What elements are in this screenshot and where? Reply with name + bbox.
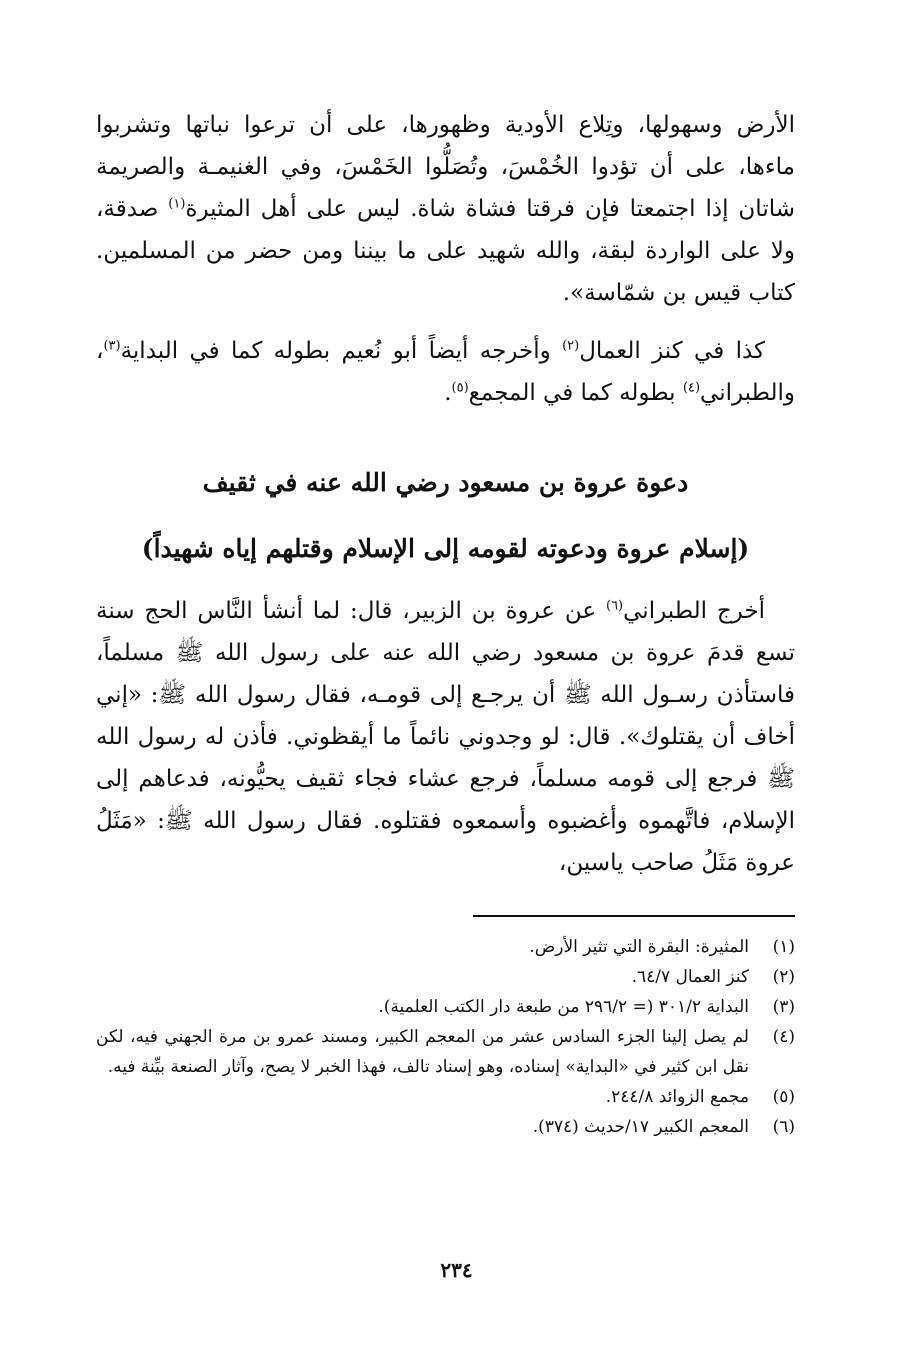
footnote-text: المعجم الكبير ١٧/حديث (٣٧٤). bbox=[532, 1117, 749, 1137]
footnote-ref-3: (٣) bbox=[103, 338, 121, 354]
footnote-number: (٣) bbox=[772, 997, 795, 1017]
paragraph-1 bbox=[96, 104, 795, 314]
footnote-number: (٦) bbox=[772, 1117, 795, 1137]
paragraph-1-text: الأرض وسهولها، وتِلاع الأودية وظهورها، على أن ترعوا نباتها وتشربوا ماءها، على أن تؤدوا الخُمْسَ، وتُصَلُّوا الخَمْسَ، وفي الغنيمـة والصريمة شاتان إذا اجتمعتا فإن فرقتا فشاة شاة. ليس على أهل المثيرة bbox=[96, 112, 795, 222]
page-body bbox=[96, 104, 795, 876]
footnote-text: المثيرة: البقرة التي تثير الأرض. bbox=[529, 937, 749, 957]
footnote-item bbox=[96, 1022, 795, 1082]
footnote-item bbox=[96, 992, 795, 1022]
footnote-item bbox=[96, 932, 795, 962]
footnote-divider bbox=[473, 915, 795, 917]
footnote-number: (٢) bbox=[772, 967, 795, 987]
paragraph-3 bbox=[96, 590, 795, 884]
page-number: ٢٣٤ bbox=[440, 1258, 473, 1282]
footnote-item bbox=[96, 962, 795, 992]
footnote-ref-5: (٥) bbox=[451, 380, 469, 396]
footnote-ref-4: (٤) bbox=[682, 380, 701, 396]
footnote-item bbox=[96, 1112, 795, 1142]
footnote-ref-6: (٦) bbox=[605, 598, 624, 614]
footnote-item bbox=[96, 1082, 795, 1112]
paragraph-2-part-d: بطوله كما في المجمع bbox=[468, 380, 683, 406]
footnote-number: (١) bbox=[772, 937, 795, 957]
footnote-text: لم يصل إلينا الجزء السادس عشر من المعجم الكبير، ومسند عمرو بن مرة الجهني فيه، لكن نقل ابن كثير في «البداية» إسناده، وهو إسناد تالف، فهذا الخبر لا يصح، وآثار الصنعة بيِّنة فيه. bbox=[96, 1027, 749, 1077]
paragraph-2-part-a: كذا في كنز العمال bbox=[579, 338, 765, 364]
footnote-ref-1: (١) bbox=[168, 196, 186, 212]
section-heading: دعوة عروة بن مسعود رضي الله عنه في ثقيف bbox=[202, 468, 689, 497]
footnote-number: (٤) bbox=[772, 1027, 795, 1047]
footnote-ref-2: (٢) bbox=[562, 338, 580, 354]
paragraph-2-part-c: ، والطبراني bbox=[96, 338, 795, 406]
footnote-text: مجمع الزوائد ٢٤٤/٨. bbox=[605, 1087, 749, 1107]
paragraph-1-text-end: صدقة، ولا على الواردة لبقة، والله شهيد على ما بيننا ومن حضر من المسلمين. كتاب قيس بن شمّاسة». bbox=[96, 196, 795, 306]
paragraph-2 bbox=[96, 330, 795, 414]
paragraph-2-part-b: وأخرجه أيضاً أبو نُعيم بطوله كما في البداية bbox=[120, 338, 563, 364]
paragraph-3-part-a: أخرج الطبراني bbox=[623, 598, 765, 624]
paragraph-2-part-e: . bbox=[444, 380, 452, 406]
paragraph-3-part-b: عن عروة بن الزبير، قال: لما أنشأ النَّاس الحج سنة تسع قدمَ عروة بن مسعود رضي الله عنه على رسول الله ﷺ مسلماً، فاستأذن رسـول الله ﷺ أن يرجـع إلى قومـه، فقال رسول الله ﷺ: «إني أخاف أن يقتلوك». قال: لو وجدوني نائماً ما أيقظوني. فأذن له رسول الله ﷺ فرجع إلى قومه مسلماً، فرجع عشاء فجاء ثقيف يحيُّونه، فدعاهم إلى الإسلام، فاتَّهموه وأغضبوه وأسمعوه فقتلوه. فقال رسول الله ﷺ: «مَثَلُ عروة مَثَلُ صاحب ياسين، bbox=[96, 598, 795, 876]
section-subheading: (إسلام عروة ودعوته لقومه إلى الإسلام وقتلهم إياه شهيداً) bbox=[141, 534, 750, 563]
footnote-text: البداية ٣٠١/٢ (= ٢٩٦/٢ من طبعة دار الكتب العلمية). bbox=[378, 997, 749, 1017]
footnote-number: (٥) bbox=[772, 1087, 795, 1107]
footnotes bbox=[96, 932, 795, 1142]
footnote-text: كنز العمال ٦٤/٧. bbox=[631, 967, 749, 987]
